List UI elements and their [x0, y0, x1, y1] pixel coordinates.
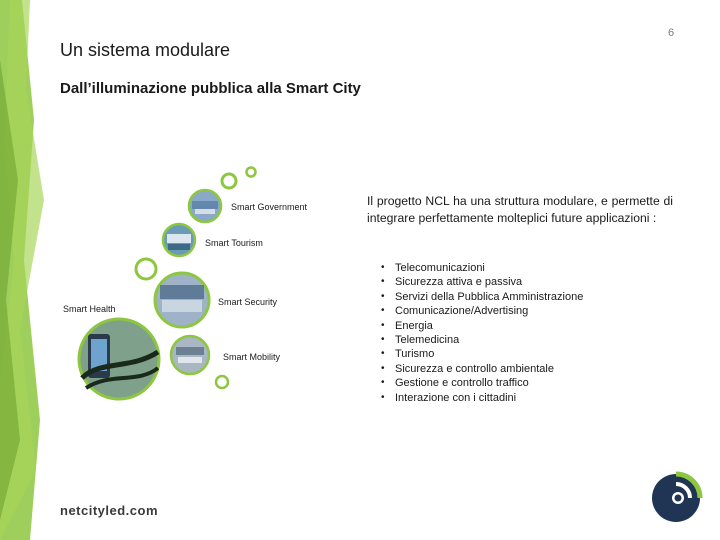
slide-title: Un sistema modulare — [60, 40, 231, 60]
label-smart-government: Smart Government — [231, 202, 308, 212]
applications-list — [381, 261, 583, 405]
list-item: • Gestione e controllo traffico — [381, 376, 583, 390]
slide-subtitle: Dall’illuminazione pubblica alla Smart City — [60, 80, 361, 97]
list-item: • Turismo — [381, 347, 583, 361]
page-number: 6 — [668, 27, 675, 39]
list-item: • Servizi della Pubblica Amministrazione — [381, 290, 583, 304]
list-item: • Sicurezza attiva e passiva — [381, 275, 583, 289]
decor-ring — [222, 174, 236, 188]
list-item: • Telemedicina — [381, 333, 583, 347]
decor-ring — [247, 168, 256, 177]
label-smart-mobility: Smart Mobility — [223, 352, 281, 362]
list-item: • Energia — [381, 319, 583, 333]
label-smart-health: Smart Health — [63, 304, 116, 314]
list-item: • Comunicazione/Advertising — [381, 304, 583, 318]
label-smart-tourism: Smart Tourism — [205, 238, 263, 248]
decor-ring — [136, 259, 156, 279]
list-item: • Interazione con i cittadini — [381, 391, 583, 405]
netcityled-logo-icon — [648, 468, 708, 528]
list-item: • Telecomunicazioni — [381, 261, 583, 275]
list-item: • Sicurezza e controllo ambientale — [381, 362, 583, 376]
label-smart-security: Smart Security — [218, 297, 278, 307]
footer-logo-text: netcityled.com — [60, 503, 159, 518]
intro-paragraph: Il progetto NCL ha una struttura modulare, e permette di integrare perfettamente molteplici future applicazioni : — [367, 194, 673, 226]
decor-ring — [216, 376, 228, 388]
